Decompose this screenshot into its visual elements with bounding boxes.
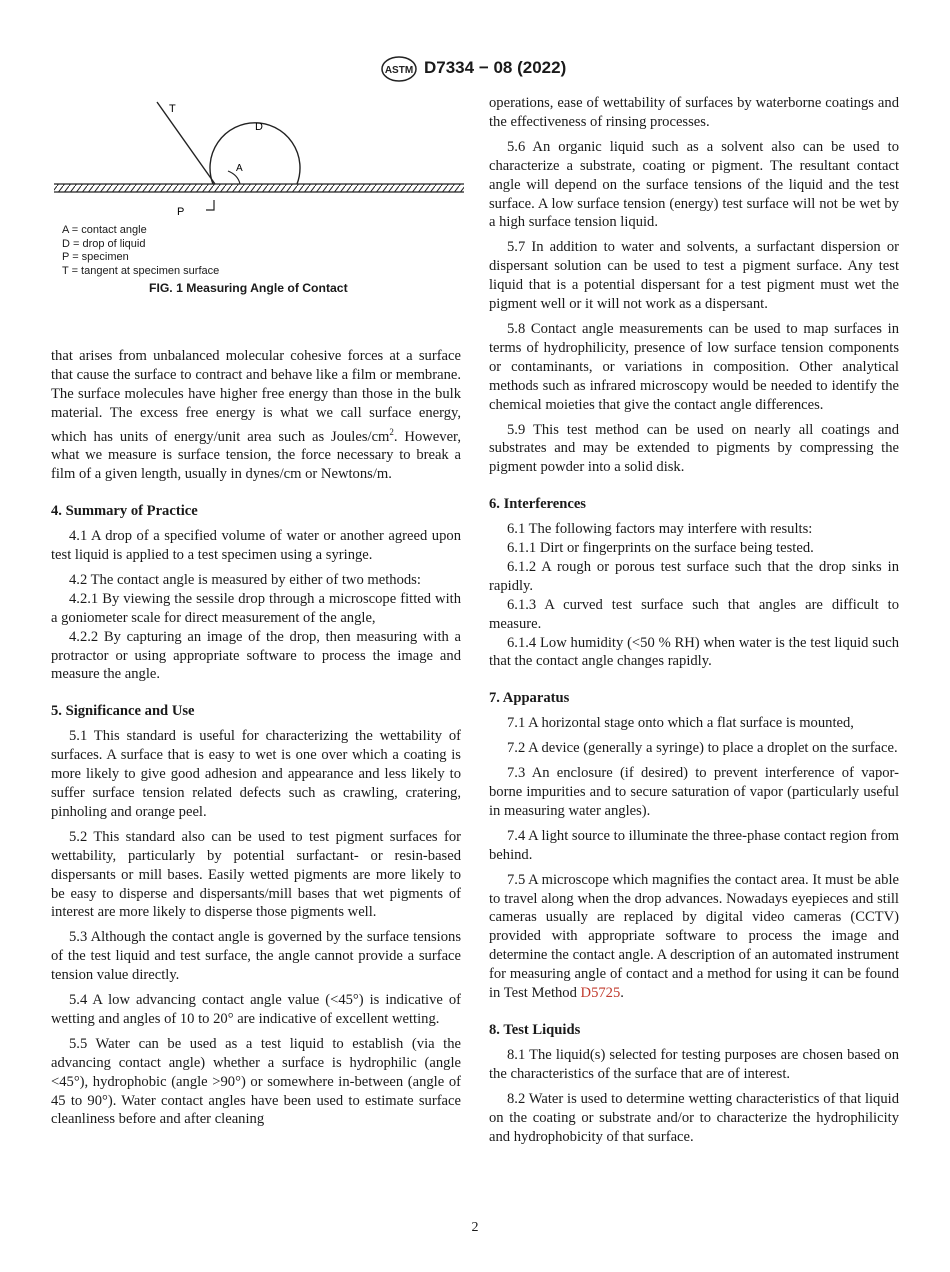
paragraph: 7.1 A horizontal stage onto which a flat surface is mounted, xyxy=(507,715,854,732)
label-t: T xyxy=(169,103,176,115)
paragraph: 6.1.4 Low humidity (<50 % RH) when water is the test liquid such that the contact angle changes rapidly. xyxy=(489,634,899,670)
paragraph: 8.2 Water is used to determine wetting characteristics of that liquid on the coating or substrate and/or to characterize the hydrophilicity and hydrophobicity of that surface. xyxy=(489,1090,899,1145)
paragraph: 7.3 An enclosure (if desired) to prevent interference of vapor-borne impurities and to secure saturation of vapor (particularly useful in measuring water angles). xyxy=(489,765,899,819)
page-number: 2 xyxy=(471,1220,479,1235)
paragraph: 5.6 An organic liquid such as a solvent also can be used to characterize a substrate, coating or pigment. The resultant contact angle will depend on the surface tensions of the liquid and the test surface. A low surface tension (energy) test surface will not be wet by a high surface tension liquid. xyxy=(489,138,899,231)
figure-legend xyxy=(62,224,219,278)
figure-caption: FIG. 1 Measuring Angle of Contact xyxy=(149,281,348,295)
astm-logo xyxy=(380,56,418,82)
section-heading: 8. Test Liquids xyxy=(489,1021,581,1038)
legend-item: T = tangent at specimen surface xyxy=(62,264,220,277)
document-designation: D7334 − 08 (2022) xyxy=(424,58,567,77)
tangent-line xyxy=(157,102,215,184)
paragraph: 4.2.2 By capturing an image of the drop, then measuring with a protractor or using appropriate software to process the image and measure the angle. xyxy=(51,628,461,683)
legend-item: P = specimen xyxy=(62,251,129,263)
paragraph: 8.1 The liquid(s) selected for testing purposes are chosen based on the characteristics of the surface that are of interest. xyxy=(489,1046,899,1082)
paragraph: 7.4 A light source to illuminate the three-phase contact region from behind. xyxy=(489,827,899,863)
paragraph: 5.8 Contact angle measurements can be used to map surfaces in terms of hydrophilicity, presence of low surface tension components or contaminants, or variations in composition. Other analytical methods such as infrared microscopy would be needed to identify the chemical moieties that give the contact angle differences. xyxy=(489,320,899,413)
section-heading: 5. Significance and Use xyxy=(51,703,195,720)
paragraph: 6.1.1 Dirt or fingerprints on the surface being tested. xyxy=(507,540,814,557)
paragraph: 7.2 A device (generally a syringe) to place a droplet on the surface. xyxy=(507,740,898,757)
legend-item: A = contact angle xyxy=(62,224,147,236)
paragraph: 5.2 This standard also can be used to test pigment surfaces for wettability, particularly by potential surfactant- or resin-based dispersants or mill bases. Easily wetted pigments are more likely to be easy to disperse and dispersants/mill bases that wet pigments of interest are more likely to disperse those pigments well. xyxy=(51,828,461,921)
paragraph: 6.1.2 A rough or porous test surface such that the drop sinks in rapidly. xyxy=(489,558,899,594)
paragraph: 7.5 A microscope which magnifies the contact area. It must be able to travel along when the drop advances. Nowadays eyepieces and still cameras usually are replaced by digital video cameras (CCTV) provided with appropriate software to process the image and determine the contact angle. A description of an automated instrument for measuring angle of contact and a method for using it can be found in Test Method D5725. xyxy=(489,871,899,1002)
specimen-surface xyxy=(54,184,464,192)
left-column xyxy=(51,347,461,1135)
label-d: D xyxy=(255,121,263,133)
paragraph: 4.2.1 By viewing the sessile drop through a microscope fitted with a goniometer scale for direct measurement of the angle, xyxy=(51,590,461,626)
d5725-link[interactable]: D5725 xyxy=(580,985,621,1002)
paragraph: 6.1.3 A curved test surface such that angles are difficult to measure. xyxy=(489,596,899,632)
paragraph: 5.1 This standard is useful for characterizing the wettability of surfaces. A surface that is easy to wet is one over which a coating is more likely to give good adhesion and appearance and less likely to suffer surface tension related defects such as crawling, cratering, pinholing and orange peel. xyxy=(51,728,461,820)
label-a: A xyxy=(236,163,243,174)
paragraph: 6.1 The following factors may interfere with results: xyxy=(507,521,813,538)
paragraph: 5.3 Although the contact angle is governed by the surface tensions of the test liquid and test surface, the angle cannot provide a surface tension value directly. xyxy=(51,929,461,984)
page-header xyxy=(0,56,950,82)
section-heading: 7. Apparatus xyxy=(489,690,570,707)
paragraph: 4.1 A drop of a specified volume of water or another agreed upon test liquid is applied to a test specimen using a syringe. xyxy=(51,528,461,564)
paragraph: 5.5 Water can be used as a test liquid to establish (via the advancing contact angle) whether a surface is hydrophilic (angle <45°), hydrophobic (angle >90°) or somewhere in-between (angle of 45 to 90°). Water contact angles have been used to estimate surface cleanliness before and after cleaning xyxy=(51,1035,461,1128)
section-heading: 6. Interferences xyxy=(489,496,586,513)
paragraph: operations, ease of wettability of surfaces by waterborne coatings and the effectiveness of rinsing processes. xyxy=(489,95,899,130)
legend-item: D = drop of liquid xyxy=(62,237,146,250)
paragraph: 5.4 A low advancing contact angle value (<45°) is indicative of wetting and angles of 10 to 20° are indicative of excellent wetting. xyxy=(51,992,461,1027)
astm-logo-text: ASTM xyxy=(384,65,414,76)
paragraph: 4.2 The contact angle is measured by either of two methods: xyxy=(69,571,421,588)
label-p: P xyxy=(177,206,185,218)
right-column xyxy=(489,94,899,1152)
paragraph: 5.9 This test method can be used on nearly all coatings and substrates and may be extended to pigments by compressing the pigment powder into a solid disk. xyxy=(489,421,899,476)
intro-paragraph: that arises from unbalanced molecular cohesive forces at a surface that cause the surface to contract and behave like a film or membrane. The surface molecules have higher free energy than those in the bulk material. The excess free energy is what we call surface energy, which has units of energy/unit area such as Joules/$cm^2$. However, what we measure is surface tension, the force necessary to break a film of a given length, usually in dynes/cm or Newtons/m. xyxy=(51,348,461,483)
paragraph: 5.7 In addition to water and solvents, a surfactant dispersion or dispersant solution can be used to test a pigment surface. Any test liquid that is a potential dispersant for a test pigment must wet the pigment well or it will not work as a dispersant. xyxy=(489,239,899,313)
section-heading: 4. Summary of Practice xyxy=(51,503,198,520)
